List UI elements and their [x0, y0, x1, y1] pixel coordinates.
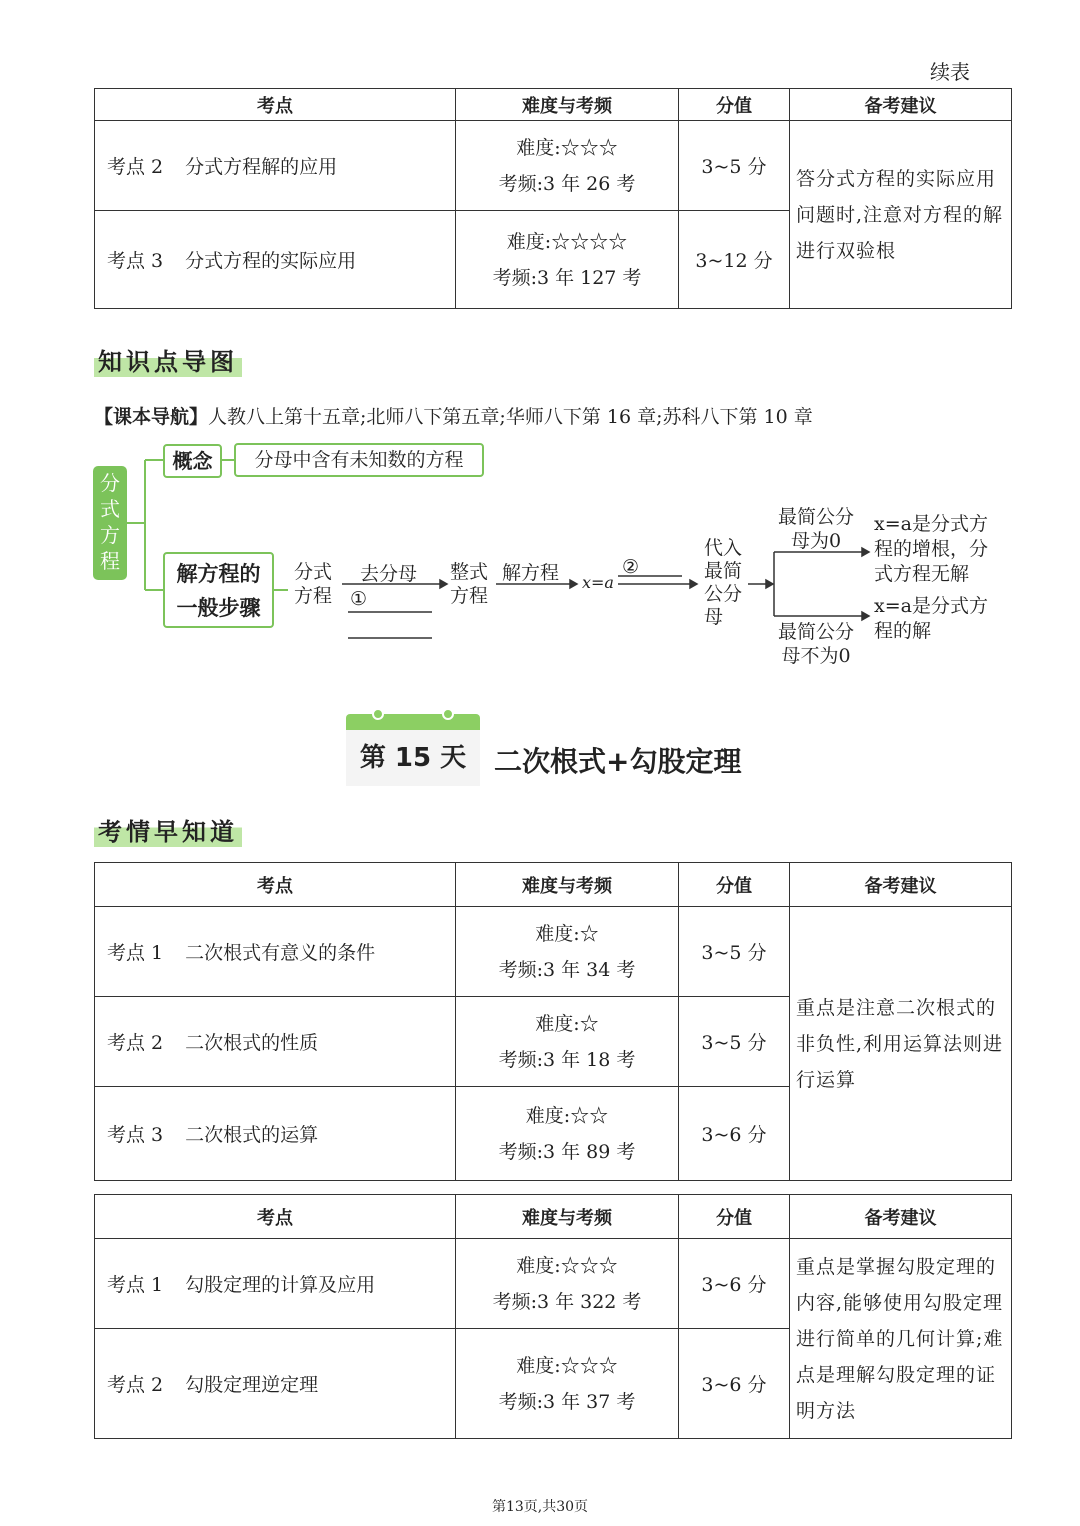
header-advice: 备考建议 [790, 863, 1012, 907]
difficulty: 难度:☆☆☆☆ [506, 230, 628, 253]
score: 3~12 分 [679, 211, 790, 309]
point-label: 考点 1 [107, 1274, 164, 1296]
textbook-nav-label: 【课本导航】 [94, 406, 209, 428]
integral-equation-line2: 方程 [450, 585, 489, 607]
header-topic: 考点 [95, 89, 456, 121]
concept-text-box [234, 443, 484, 477]
extraneous-root-line2: 程的增根，分 [874, 538, 989, 560]
point-label: 考点 3 [107, 250, 164, 272]
table-row [95, 907, 1012, 997]
steps-label-line2: 一般步骤 [176, 596, 261, 620]
score: 3~6 分 [679, 1239, 790, 1329]
blank-2: ② [622, 556, 640, 578]
frequency: 考频:3 年 34 考 [498, 958, 636, 981]
valid-solution-line2: 程的解 [874, 620, 932, 642]
section-title-exam: 考情早知道 [94, 812, 242, 847]
point-label: 考点 2 [107, 156, 164, 178]
integral-equation-line1: 整式 [450, 561, 489, 583]
substitute-line3: 公分 [704, 583, 743, 605]
header-difficulty: 难度与考频 [456, 89, 679, 121]
header-score: 分值 [679, 89, 790, 121]
ring-icon [442, 708, 454, 720]
score: 3~5 分 [679, 907, 790, 997]
header-advice: 备考建议 [790, 1195, 1012, 1239]
score: 3~5 分 [679, 997, 790, 1087]
steps-label-line1: 解方程的 [176, 562, 261, 586]
frequency: 考频:3 年 37 考 [498, 1390, 636, 1413]
point-label: 考点 2 [107, 1032, 164, 1054]
x-equals-a: x=a [582, 573, 614, 592]
header-difficulty: 难度与考频 [456, 1195, 679, 1239]
exam-table-2 [94, 862, 1012, 1181]
table-row [95, 1239, 1012, 1329]
difficulty: 难度:☆☆☆ [516, 1354, 618, 1377]
difficulty: 难度:☆☆☆ [516, 136, 618, 159]
day-label: 第 15 天 [346, 730, 480, 786]
point-topic: 勾股定理的计算及应用 [185, 1274, 376, 1296]
point-topic: 分式方程的实际应用 [185, 250, 357, 272]
frequency: 考频:3 年 127 考 [492, 266, 642, 289]
concept-label-box [163, 444, 222, 478]
advice: 重点是注意二次根式的非负性,利用运算法则进行运算 [790, 907, 1012, 1181]
valid-solution [874, 594, 988, 644]
score: 3~6 分 [679, 1087, 790, 1181]
header-topic: 考点 [95, 1195, 456, 1239]
point-label: 考点 3 [107, 1124, 164, 1146]
frequency: 考频:3 年 26 考 [498, 172, 636, 195]
difficulty: 难度:☆ [535, 922, 599, 945]
substitute-line2: 最简 [704, 560, 743, 582]
header-score: 分值 [679, 1195, 790, 1239]
difficulty: 难度:☆ [535, 1012, 599, 1035]
section-title-mindmap: 知识点导图 [94, 342, 242, 377]
point-topic: 二次根式的性质 [185, 1032, 319, 1054]
page-footer: 第13页,共30页 [491, 1499, 589, 1515]
denominator-nonzero-line2: 母不为0 [781, 645, 851, 667]
concept-text: 分母中含有未知数的方程 [254, 449, 464, 471]
denominator-zero-line1: 最简公分 [778, 506, 855, 528]
valid-solution-line1: x=a是分式方 [874, 595, 988, 617]
point-topic: 分式方程解的应用 [185, 156, 338, 178]
point-label: 考点 1 [107, 942, 164, 964]
difficulty: 难度:☆☆ [525, 1104, 609, 1127]
point-topic: 二次根式有意义的条件 [185, 942, 376, 964]
exam-table-3 [94, 1194, 1012, 1439]
textbook-nav-text: 人教八上第十五章;北师八下第五章;华师八下第 16 章;苏科八下第 10 章 [208, 406, 813, 428]
extraneous-root-line3: 式方程无解 [874, 563, 970, 585]
substitute-line1: 代入 [704, 537, 743, 559]
header-topic: 考点 [95, 863, 456, 907]
ring-icon [372, 708, 384, 720]
header-score: 分值 [679, 863, 790, 907]
fraction-equation [294, 560, 332, 608]
advice: 重点是掌握勾股定理的内容,能够使用勾股定理进行简单的几何计算;难点是理解勾股定理的证明方法 [790, 1239, 1012, 1439]
frequency: 考频:3 年 18 考 [498, 1048, 636, 1071]
remove-denominator: 去分母 [360, 563, 418, 585]
score: 3~6 分 [679, 1329, 790, 1439]
mindmap-root-text: 分式方程 [100, 471, 120, 573]
substitute [704, 537, 742, 629]
solve-equation: 解方程 [502, 562, 560, 584]
header-difficulty: 难度与考频 [456, 863, 679, 907]
fraction-equation-line2: 方程 [294, 585, 333, 607]
frequency: 考频:3 年 322 考 [492, 1290, 642, 1313]
header-advice: 备考建议 [790, 89, 1012, 121]
denominator-zero [778, 505, 854, 553]
extraneous-root [874, 512, 988, 587]
point-label: 考点 2 [107, 1374, 164, 1396]
advice: 答分式方程的实际应用问题时,注意对方程的解进行双验根 [790, 121, 1012, 309]
denominator-zero-line2: 母为0 [790, 530, 842, 552]
extraneous-root-line1: x=a是分式方 [874, 513, 988, 535]
fraction-equation-line1: 分式 [294, 561, 333, 583]
denominator-nonzero-line1: 最简公分 [778, 621, 855, 643]
continued-label: 续表 [930, 60, 970, 84]
concept-label: 概念 [172, 449, 213, 473]
point-topic: 二次根式的运算 [185, 1124, 319, 1146]
score: 3~5 分 [679, 121, 790, 211]
integral-equation [450, 560, 488, 608]
substitute-line4: 母 [704, 606, 724, 628]
denominator-nonzero [778, 620, 854, 668]
steps-label-box [163, 552, 274, 628]
difficulty: 难度:☆☆☆ [516, 1254, 618, 1277]
point-topic: 勾股定理逆定理 [185, 1374, 319, 1396]
day-title: 二次根式+勾股定理 [494, 745, 742, 778]
frequency: 考频:3 年 89 考 [498, 1140, 636, 1163]
blank-1: ① [350, 588, 368, 610]
